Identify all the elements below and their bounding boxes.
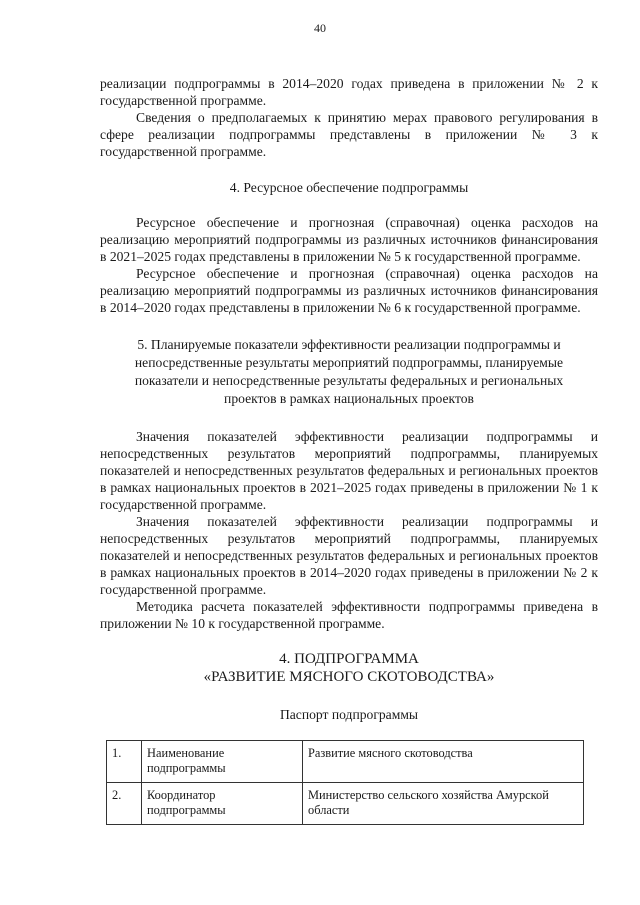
passport-table [106, 740, 584, 825]
subprogram-title-line-2: «РАЗВИТИЕ МЯСНОГО СКОТОВОДСТВА» [203, 669, 495, 685]
section-5-heading: 5. Планируемые показатели эффективности реализации подпрограммы и непосредственные результаты мероприятий подпрограммы, планируемые показатели и непосредственные результаты федеральных и региональных проектов в рамках национальных проектов [134, 337, 564, 406]
paragraph-continuation: реализации подпрограммы в 2014–2020 годах приведена в приложении № 2 к государственной программе. [100, 76, 598, 108]
section-4-paragraph-2: Ресурсное обеспечение и прогнозная (справочная) оценка расходов на реализацию мероприятий подпрограммы из различных источников финансирования в 2014–2020 годах представлены в приложении № 6 к государственной программе. [100, 266, 598, 315]
row-name: Координатор подпрограммы [142, 783, 303, 825]
table-row [107, 783, 584, 825]
row-value: Министерство сельского хозяйства Амурской области [303, 783, 584, 825]
passport-title: Паспорт подпрограммы [279, 707, 419, 722]
document-body [100, 75, 598, 723]
row-number: 1. [107, 741, 142, 783]
section-5-paragraph-3: Методика расчета показателей эффективности подпрограммы приведена в приложении № 10 к государственной программе. [100, 599, 598, 631]
page-number: 40 [314, 21, 326, 35]
section-5-paragraph-2: Значения показателей эффективности реализации подпрограммы и непосредственных результатов мероприятий подпрограммы, планируемых показателей и непосредственных результатов федеральных и региональных проектов в рамках национальных проектов в 2014–2020 годах приведены в приложении № 2 к государственной программе. [100, 514, 598, 597]
section-4-heading: 4. Ресурсное обеспечение подпрограммы [229, 180, 469, 195]
row-number: 2. [107, 783, 142, 825]
section-4-paragraph-1: Ресурсное обеспечение и прогнозная (справочная) оценка расходов на реализацию мероприятий подпрограммы из различных источников финансирования в 2021–2025 годах представлены в приложении № 5 к государственной программе. [100, 215, 598, 264]
row-name: Наименование подпрограммы [142, 741, 303, 783]
section-5-paragraph-1: Значения показателей эффективности реализации подпрограммы и непосредственных результатов мероприятий подпрограммы, планируемых показателей и непосредственных результатов федеральных и региональных проектов в рамках национальных проектов в 2021–2025 годах приведены в приложении № 1 к государственной программе. [100, 429, 598, 512]
table-row [107, 741, 584, 783]
paragraph-legal-regulation: Сведения о предполагаемых к принятию мерах правового регулирования в сфере реализации подпрограммы представлены в приложении № 3 к государственной программе. [100, 110, 598, 159]
subprogram-title-line-1: 4. ПОДПРОГРАММА [279, 651, 419, 667]
row-value: Развитие мясного скотоводства [303, 741, 584, 783]
